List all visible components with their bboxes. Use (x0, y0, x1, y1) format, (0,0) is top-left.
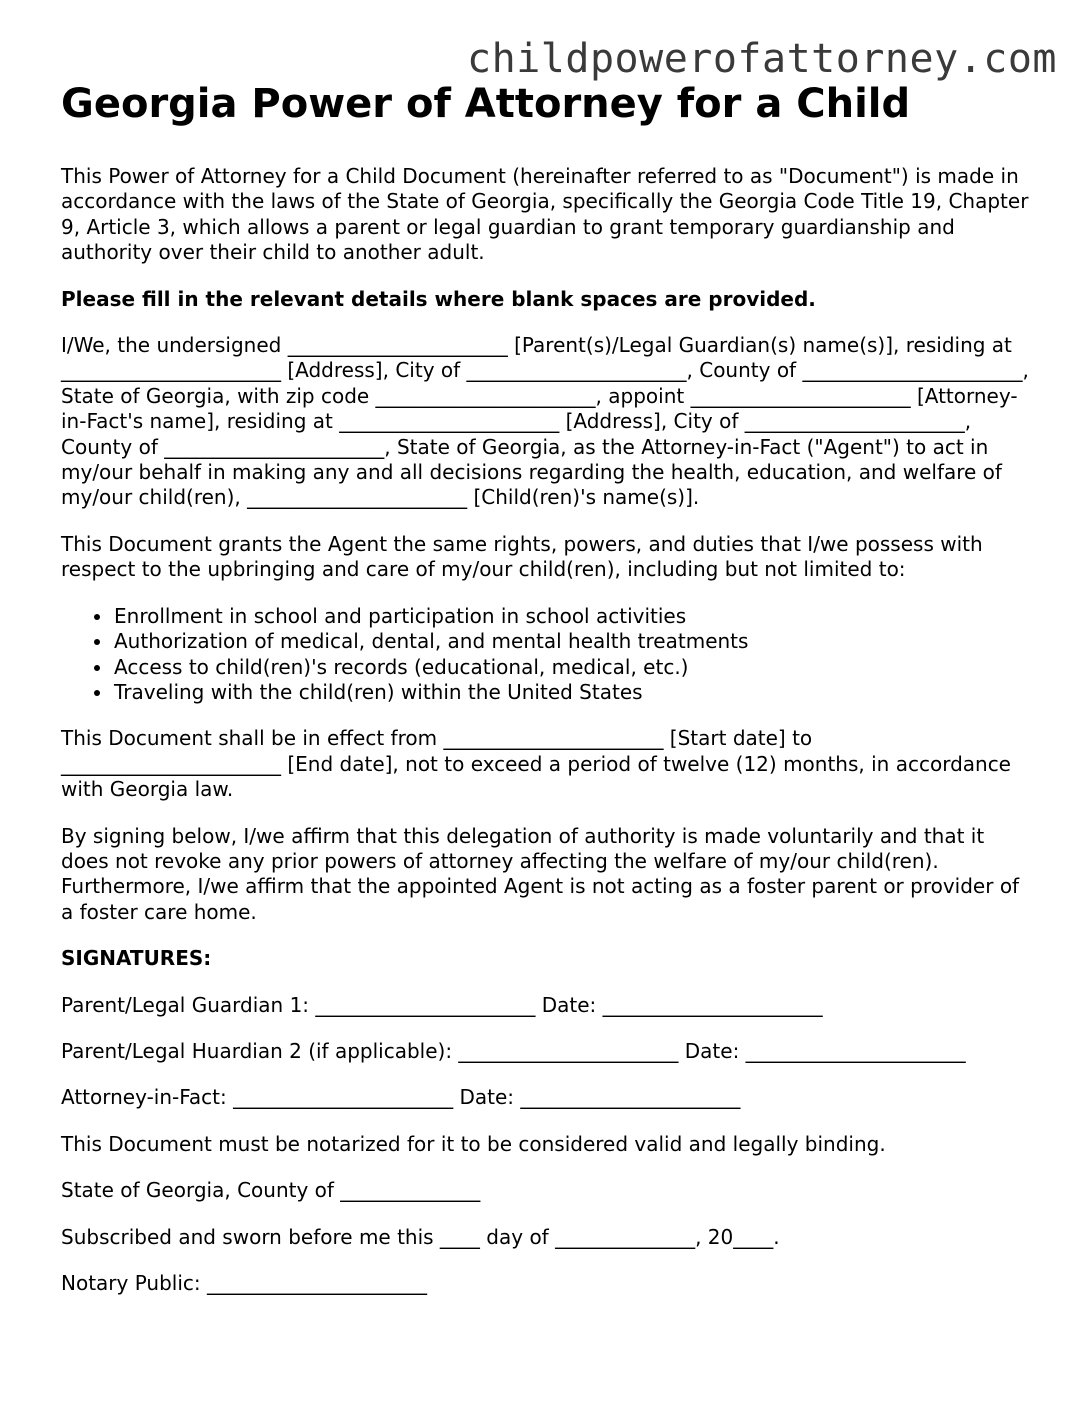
intro-paragraph: This Power of Attorney for a Child Document (hereinafter referred to as "Document") is made in accordance with the laws of the State of Georgia, specifically the Georgia Code Title 19, Chapter 9, Article 3, which allows a parent or legal guardian to grant temporary guardianship and authority over their child to another adult. (61, 164, 1029, 265)
signature-line-attorney: Attorney-in-Fact: ______________________ Date: ______________________ (61, 1085, 741, 1110)
notary-public-line: Notary Public: ______________________ (61, 1271, 427, 1295)
document-body (61, 80, 1036, 1317)
list-item: • Traveling with the child(ren) within the United States (113, 680, 1036, 705)
signature-line-guardian-1: Parent/Legal Guardian 1: ______________________ Date: ______________________ (61, 992, 823, 1017)
appointment-paragraph: I/We, the undersigned ______________________ [Parent(s)/Legal Guardian(s) name(s)], residing at ______________________ [Address], City of ______________________, County of ______________________, State of Georgia, with zip code ______________________, appoint ______________________ [Attorney-in-Fact's name], residing at ______________________ [Address], City of ______________________, County of ______________________, State of Georgia, as the Attorney-in-Fact ("Agent") to act in my/our behalf in making any and all decisions regarding the health, education, and welfare of my/our child(ren), ______________________ [Child(ren)'s name(s)]. (61, 333, 1029, 510)
signature-line-guardian-2: Parent/Legal Huardian 2 (if applicable): ______________________ Date: ______________________ (61, 1038, 966, 1063)
page-title: Georgia Power of Attorney for a Child (61, 81, 911, 127)
watermark-url: childpowerofattorney.com (467, 36, 1057, 82)
instruction-text: Please fill in the relevant details where blank spaces are provided. (61, 286, 816, 311)
rights-list (61, 604, 1036, 706)
notary-subscribed-line: Subscribed and sworn before me this ____ day of ______________, 20____. (61, 1224, 780, 1249)
notarize-note: This Document must be notarized for it to be considered valid and legally binding. (61, 1131, 886, 1156)
effective-period-paragraph: This Document shall be in effect from ______________________ [Start date] to ______________________ [End date], not to exceed a period of twelve (12) months, in accordance with Georgia law. (61, 726, 1011, 802)
list-item: • Access to child(ren)'s records (educational, medical, etc.) (113, 655, 1036, 680)
notary-county-line: State of Georgia, County of ______________ (61, 1178, 481, 1203)
list-item: • Enrollment in school and participation in school activities (113, 604, 1036, 629)
rights-intro-paragraph: This Document grants the Agent the same rights, powers, and duties that I/we possess with respect to the upbringing and care of my/our child(ren), including but not limited to: (61, 531, 983, 582)
affirmation-paragraph: By signing below, I/we affirm that this delegation of authority is made voluntarily and that it does not revoke any prior powers of attorney affecting the welfare of my/our child(ren). Furthermore, I/we affirm that the appointed Agent is not acting as a foster parent or provider of a foster care home. (61, 823, 1020, 924)
signatures-heading: SIGNATURES: (61, 946, 212, 971)
list-item: • Authorization of medical, dental, and mental health treatments (113, 629, 1036, 654)
